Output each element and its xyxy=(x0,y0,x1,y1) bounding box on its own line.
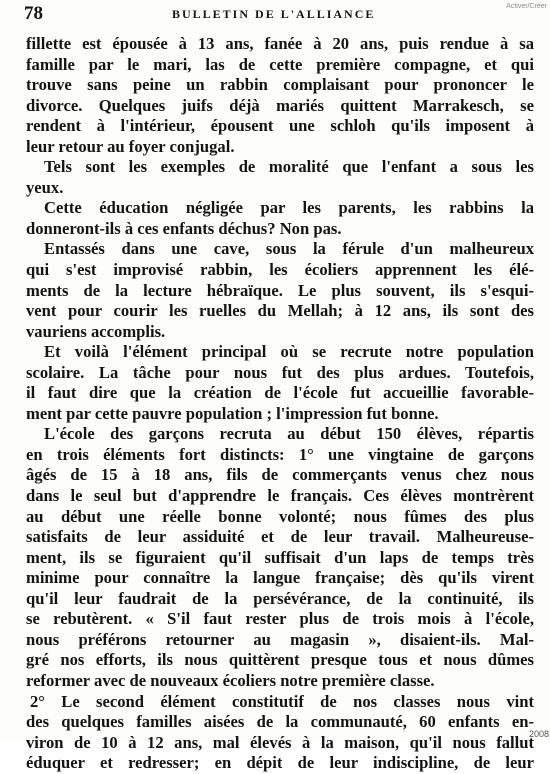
text-line: au début une réelle bonne volonté; nous fûmes des plus xyxy=(26,506,534,526)
text-line: il faut dire que la création de l'école fut accueillie favorable- xyxy=(26,383,534,403)
text-line: 2° Le second élément constitutif de nos classes nous vint xyxy=(30,691,534,711)
text-line: minime pour connaître la langue française; dès qu'ils virent xyxy=(26,568,534,588)
text-line: Et voilà l'élément principal où se recrute notre population xyxy=(44,342,534,362)
text-line: reformer avec de nouveaux écoliers notre première classe. xyxy=(26,670,435,690)
text-line: vauriens accomplis. xyxy=(26,321,166,341)
text-line: donneront-ils à ces enfants déchus? Non pas. xyxy=(26,218,342,238)
text-line: famille par le mari, las de cette première compagne, et qui xyxy=(26,54,534,74)
text-line: âgés de 15 à 18 ans, fils de commerçants venus chez nous xyxy=(26,465,534,485)
text-line: qu'il leur faudrait de la persévérance, de la continuité, ils xyxy=(26,588,534,608)
text-line: se rebutèrent. « S'il faut rester plus de trois mois à l'école, xyxy=(26,609,534,629)
text-line: vent pour courir les ruelles du Mellah; à 12 ans, ils sont des xyxy=(26,301,534,321)
text-line: en trois éléments fort distincts: 1° une vingtaine de garçons xyxy=(26,444,534,464)
page-number: 78 xyxy=(24,3,43,24)
text-line: des quelques familles aisées de la communauté, 60 enfants en- xyxy=(26,712,534,732)
text-line: satisfaits de leur assiduité et de leur travail. Malheureuse- xyxy=(26,527,534,547)
text-line: qui s'est improvisé rabbin, les écoliers apprennent les élé- xyxy=(26,260,534,280)
text-line: leur retour au foyer conjugal. xyxy=(26,136,235,156)
text-line: ment par cette pauvre population ; l'impression fut bonne. xyxy=(26,403,439,423)
text-line: divorce. Quelques juifs déjà mariés quittent Marrakesch, se xyxy=(26,95,534,115)
text-line: ment, ils se figuraient qu'il suffisait d'un laps de temps très xyxy=(26,547,534,567)
text-line: fillette est épousée à 13 ans, fanée à 20 ans, puis rendue à sa xyxy=(26,34,534,53)
text-line: Cette éducation négligée par les parents, les rabbins la xyxy=(44,198,534,218)
text-line: scolaire. La tâche pour nous fut des plus ardues. Toutefois, xyxy=(26,362,534,382)
text-line: gré nos efforts, ils nous quittèrent presque tous et nous dûmes xyxy=(26,650,534,670)
text-line: nous préférons retourner au magasin », disaient-ils. Mal- xyxy=(26,629,534,649)
text-line: éduquer et redresser; en dépit de leur indiscipline, de leur xyxy=(26,753,534,773)
text-line: yeux. xyxy=(26,177,64,197)
text-line: Entassés dans une cave, sous la férule d'un malheureux xyxy=(44,239,534,259)
text-line: L'école des garçons recruta au début 150 élèves, répartis xyxy=(44,424,534,444)
text-line: trouve sans peine un rabbin complaisant pour prononcer le xyxy=(26,75,534,95)
watermark-label: Activer/Créer xyxy=(506,3,547,10)
text-line: Tels sont les exemples de moralité que l'enfant a sous les xyxy=(44,157,534,177)
year-stamp: 2008 xyxy=(528,729,549,739)
running-head: BULLETIN DE L'ALLIANCE xyxy=(172,7,376,21)
body-text xyxy=(26,34,534,774)
text-line: viron de 10 à 12 ans, mal élevés à la maison, qu'il nous fallut xyxy=(26,732,534,752)
text-line: dans le seul but d'apprendre le français. Ces élèves montrèrent xyxy=(26,486,534,506)
text-line: ments de la lecture hébraïque. Le plus souvent, ils s'esqui- xyxy=(26,280,534,300)
text-line: rendent à l'intérieur, épousent une schloh qu'ils imposent à xyxy=(26,116,534,136)
